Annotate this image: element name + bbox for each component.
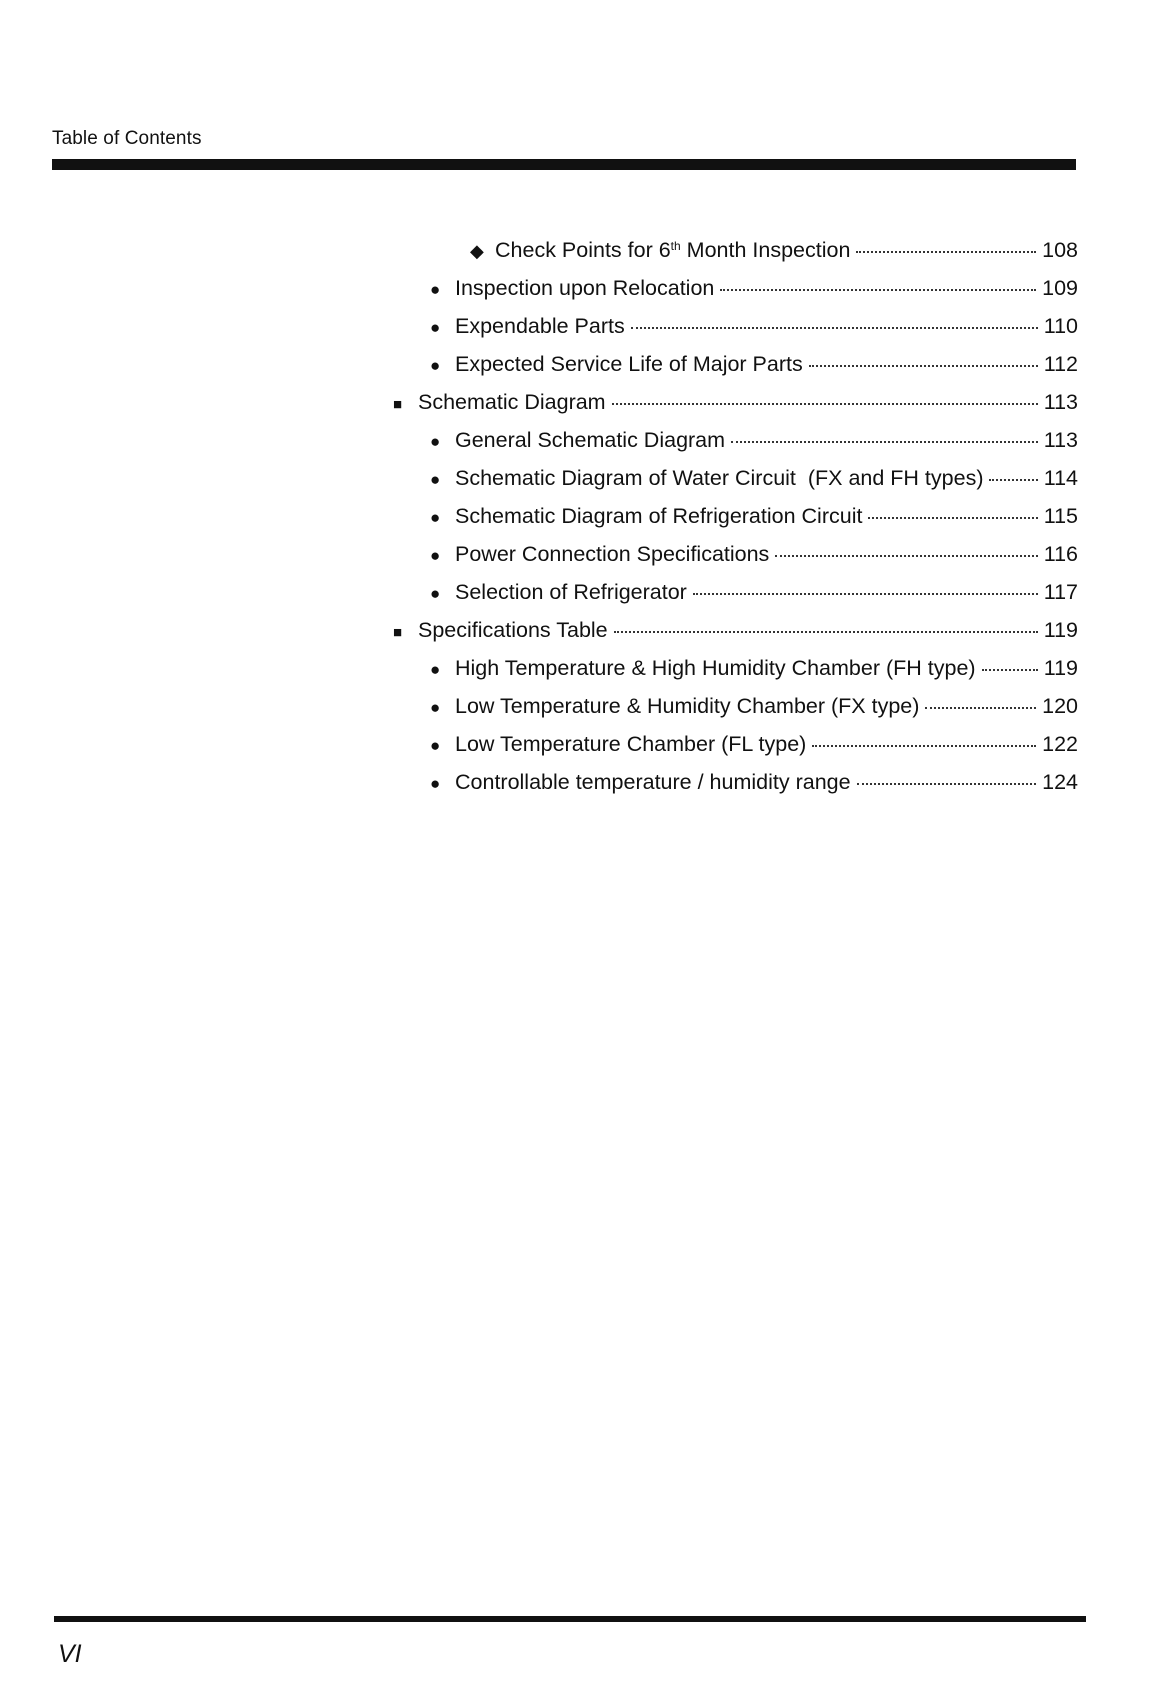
toc-entry[interactable] — [430, 352, 1078, 390]
toc-entry-page: 124 — [1042, 770, 1078, 794]
toc-entry-label: Power Connection Specifications — [455, 542, 770, 566]
bullet-icon — [430, 770, 455, 795]
toc-entry-page: 114 — [1043, 466, 1078, 490]
toc-entry-page: 108 — [1042, 238, 1078, 262]
toc-entry-label: Controllable temperature / humidity range — [455, 770, 851, 794]
toc-entry-label: Low Temperature & Humidity Chamber (FX type) — [455, 694, 920, 718]
toc-entry[interactable] — [430, 276, 1078, 314]
dot-leader — [856, 250, 1036, 253]
toc-entry[interactable] — [430, 580, 1078, 618]
dot-leader — [982, 668, 1038, 671]
toc-entry[interactable] — [430, 314, 1078, 352]
dot-leader — [614, 630, 1038, 633]
toc-entry-label: Low Temperature Chamber (FL type) — [455, 732, 807, 756]
bullet-icon — [430, 314, 455, 339]
dot-leader — [775, 554, 1037, 557]
toc-entry[interactable] — [430, 542, 1078, 580]
dot-leader — [989, 478, 1037, 481]
toc-entry-label: Specifications Table — [418, 618, 608, 642]
toc-entry-page: 115 — [1043, 504, 1078, 528]
square-bullet-icon — [393, 618, 418, 643]
toc-entry[interactable] — [430, 466, 1078, 504]
toc-entry[interactable] — [430, 770, 1078, 808]
toc-entry-label: Selection of Refrigerator — [455, 580, 687, 604]
square-bullet-icon — [393, 390, 418, 415]
toc-entry[interactable] — [430, 428, 1078, 466]
toc-section[interactable] — [393, 618, 1078, 656]
bullet-icon — [430, 504, 455, 529]
toc-entry-page: 117 — [1043, 580, 1078, 604]
bullet-icon — [430, 732, 455, 757]
toc-entry[interactable] — [430, 732, 1078, 770]
toc-entry-page: 119 — [1043, 618, 1078, 642]
dot-leader — [925, 706, 1036, 709]
toc-entry-label: Schematic Diagram of Water Circuit (FX and FH types) — [455, 466, 984, 490]
dot-leader — [731, 440, 1038, 443]
bullet-icon — [430, 694, 455, 719]
toc-entry-page: 122 — [1042, 732, 1078, 756]
bullet-icon — [430, 352, 455, 377]
bullet-icon — [430, 542, 455, 567]
dot-leader — [809, 364, 1038, 367]
dot-leader — [812, 744, 1036, 747]
dot-leader — [612, 402, 1038, 405]
page-number: VI — [58, 1640, 82, 1668]
toc-entry-page: 116 — [1043, 542, 1078, 566]
footer-rule — [54, 1616, 1086, 1622]
toc-entry[interactable] — [430, 656, 1078, 694]
dot-leader — [720, 288, 1036, 291]
dot-leader — [868, 516, 1037, 519]
dot-leader — [857, 782, 1037, 785]
toc-entry-page: 120 — [1042, 694, 1078, 718]
diamond-bullet-icon — [470, 238, 495, 263]
dot-leader — [631, 326, 1038, 329]
toc-entry-page: 112 — [1043, 352, 1078, 376]
toc-entry-label: Inspection upon Relocation — [455, 276, 715, 300]
toc-entry-label: Expected Service Life of Major Parts — [455, 352, 803, 376]
bullet-icon — [430, 428, 455, 453]
bullet-icon — [430, 466, 455, 491]
toc-entry-label: Expendable Parts — [455, 314, 625, 338]
bullet-icon — [430, 276, 455, 301]
toc-entry-label: Schematic Diagram — [418, 390, 606, 414]
toc-entry[interactable] — [430, 694, 1078, 732]
toc-entry-page: 119 — [1043, 656, 1078, 680]
toc-entry-label: High Temperature & High Humidity Chamber (FH type) — [455, 656, 976, 680]
page-header-title: Table of Contents — [52, 128, 202, 149]
bullet-icon — [430, 580, 455, 605]
toc-section[interactable] — [393, 390, 1078, 428]
toc-entry[interactable] — [430, 504, 1078, 542]
toc-entry-label: Schematic Diagram of Refrigeration Circuit — [455, 504, 863, 528]
toc-entry-page: 110 — [1043, 314, 1078, 338]
toc-entry-label: General Schematic Diagram — [455, 428, 726, 452]
toc-entry-page: 109 — [1042, 276, 1078, 300]
toc-entry-label: Check Points for 6th Month Inspection — [495, 238, 851, 262]
toc-entry-page: 113 — [1043, 428, 1078, 452]
toc-entry[interactable] — [470, 238, 1078, 276]
header-rule — [52, 159, 1076, 170]
toc-entry-page: 113 — [1043, 390, 1078, 414]
dot-leader — [693, 592, 1038, 595]
bullet-icon — [430, 656, 455, 681]
